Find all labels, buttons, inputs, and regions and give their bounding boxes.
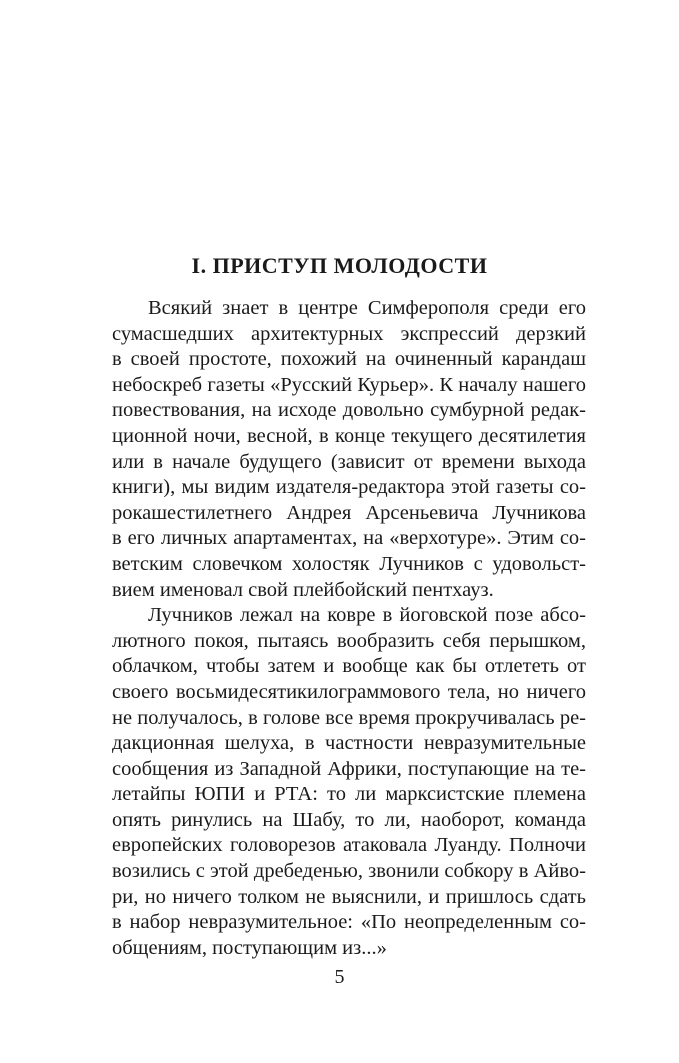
text-line: сумасшедших архитектурных экспрессий дерзкий [112, 322, 586, 345]
text-line: опять ринулись на Шабу, то ли, наоборот, команда [112, 808, 586, 831]
text-line: книги), мы видим издателя-редактора этой газеты со- [112, 476, 586, 499]
text-line: сообщения из Западной Африки, поступающие на те- [112, 757, 586, 780]
text-line: в его личных апартаментах, на «верхотуре». Этим со- [112, 527, 586, 550]
page-number: 5 [334, 966, 345, 988]
text-line: ри, но ничего толком не выяснили, и пришлось сдать [112, 885, 586, 908]
text-line: в набор невразумительное: «По неопределенным со- [112, 911, 586, 934]
text-line: ционной ночи, весной, в конце текущего десятилетия [112, 424, 586, 447]
text-line: дакционная шелуха, в частности невразумительные [112, 732, 586, 755]
text-line: общениям, поступающим из...» [112, 936, 387, 959]
text-line: Лучников лежал на ковре в йоговской позе абсо- [148, 604, 586, 627]
text-line: в своей простоте, похожий на очиненный карандаш [112, 348, 586, 371]
text-line: лютного покоя, пытаясь вообразить себя перышком, [112, 629, 586, 652]
text-line: не получалось, в голове все время прокручивалась ре- [112, 706, 586, 729]
text-line: летайпы ЮПИ и РТА: то ли марксистские племена [112, 783, 586, 806]
text-line: повествования, на исходе довольно сумбурной редак- [112, 399, 586, 422]
text-line: своего восьмидесятикилограммового тела, но ничего [112, 680, 586, 703]
text-line: облачком, чтобы затем и вообще как бы отлететь от [112, 655, 586, 678]
chapter-title: I. ПРИСТУП МОЛОДОСТИ [191, 253, 488, 278]
paragraph-2 [112, 603, 586, 961]
body-text [112, 296, 586, 961]
text-line: Всякий знает в центре Симферополя среди его [148, 297, 586, 319]
text-line: ветским словечком холостяк Лучников с удовольст- [112, 552, 586, 575]
text-line: возились с этой дребеденью, звонили собкору в Айво- [112, 860, 586, 883]
text-line: или в начале будущего (зависит от времени выхода [112, 450, 586, 473]
text-line: небоскреб газеты «Русский Курьер». К началу нашего [112, 373, 586, 396]
text-line: рокашестилетнего Андрея Арсеньевича Лучникова [112, 501, 586, 524]
paragraph-1 [112, 296, 586, 603]
text-line: вием именовал свой плейбойский пентхауз. [112, 578, 494, 601]
text-line: европейских головорезов атаковала Луанду. Полночи [112, 834, 586, 857]
